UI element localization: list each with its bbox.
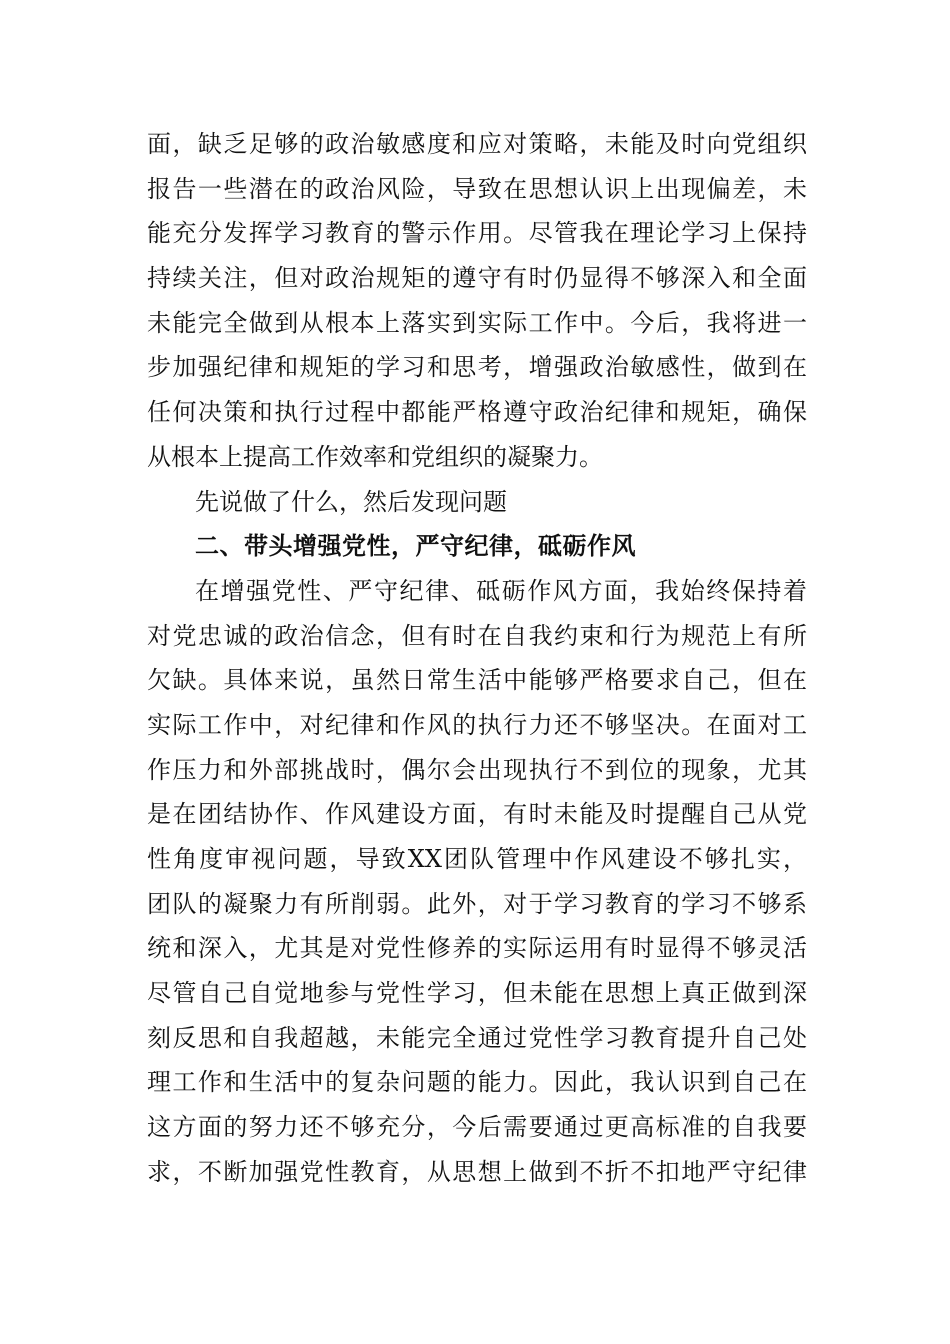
paragraph-line: 这方面的努力还不够充分，今后需要通过更高标准的自我要: [147, 1113, 807, 1142]
paragraph-line: 持续关注，但对政治规矩的遵守有时仍显得不够深入和全面: [147, 264, 807, 293]
note-line: 先说做了什么，然后发现问题: [195, 487, 507, 516]
paragraph-line: 欠缺。具体来说，虽然日常生活中能够严格要求自己，但在: [147, 666, 807, 695]
paragraph-line: 性角度审视问题，导致XX团队管理中作风建设不够扎实，: [147, 845, 807, 873]
paragraph-line: 团队的凝聚力有所削弱。此外，对于学习教育的学习不够系: [147, 889, 807, 918]
paragraph-line: 理工作和生活中的复杂问题的能力。因此，我认识到自己在: [147, 1068, 807, 1097]
paragraph-line: 报告一些潜在的政治风险，导致在思想认识上出现偏差，未: [147, 174, 807, 203]
paragraph-line: 步加强纪律和规矩的学习和思考，增强政治敏感性，做到在: [147, 353, 807, 382]
paragraph-line: 任何决策和执行过程中都能严格遵守政治纪律和规矩，确保: [147, 398, 807, 427]
paragraph-line: 求，不断加强党性教育，从思想上做到不折不扣地严守纪律: [147, 1157, 807, 1186]
paragraph-line: 在增强党性、严守纪律、砥砺作风方面，我始终保持着: [195, 576, 807, 605]
paragraph-line: 面，缺乏足够的政治敏感度和应对策略，未能及时向党组织: [147, 130, 807, 158]
paragraph-line: 实际工作中，对纪律和作风的执行力还不够坚决。在面对工: [147, 710, 807, 739]
paragraph-line: 对党忠诚的政治信念，但有时在自我约束和行为规范上有所: [147, 621, 807, 650]
paragraph-line: 是在团结协作、作风建设方面，有时未能及时提醒自己从党: [147, 800, 807, 829]
paragraph-line: 刻反思和自我超越，未能完全通过党性学习教育提升自己处: [147, 1023, 807, 1052]
paragraph-line: 从根本上提高工作效率和党组织的凝聚力。: [147, 442, 603, 471]
paragraph-line: 统和深入，尤其是对党性修养的实际运用有时显得不够灵活: [147, 934, 807, 963]
paragraph-line: 未能完全做到从根本上落实到实际工作中。今后，我将进一: [147, 308, 807, 337]
paragraph-line: 尽管自己自觉地参与党性学习，但未能在思想上真正做到深: [147, 979, 807, 1008]
paragraph-line: 作压力和外部挑战时，偶尔会出现执行不到位的现象，尤其: [147, 755, 807, 784]
document-body: [147, 122, 807, 1195]
paragraph-line: 能充分发挥学习教育的警示作用。尽管我在理论学习上保持: [147, 219, 807, 248]
section-heading: 二、带头增强党性，严守纪律，砥砺作风: [195, 532, 636, 561]
